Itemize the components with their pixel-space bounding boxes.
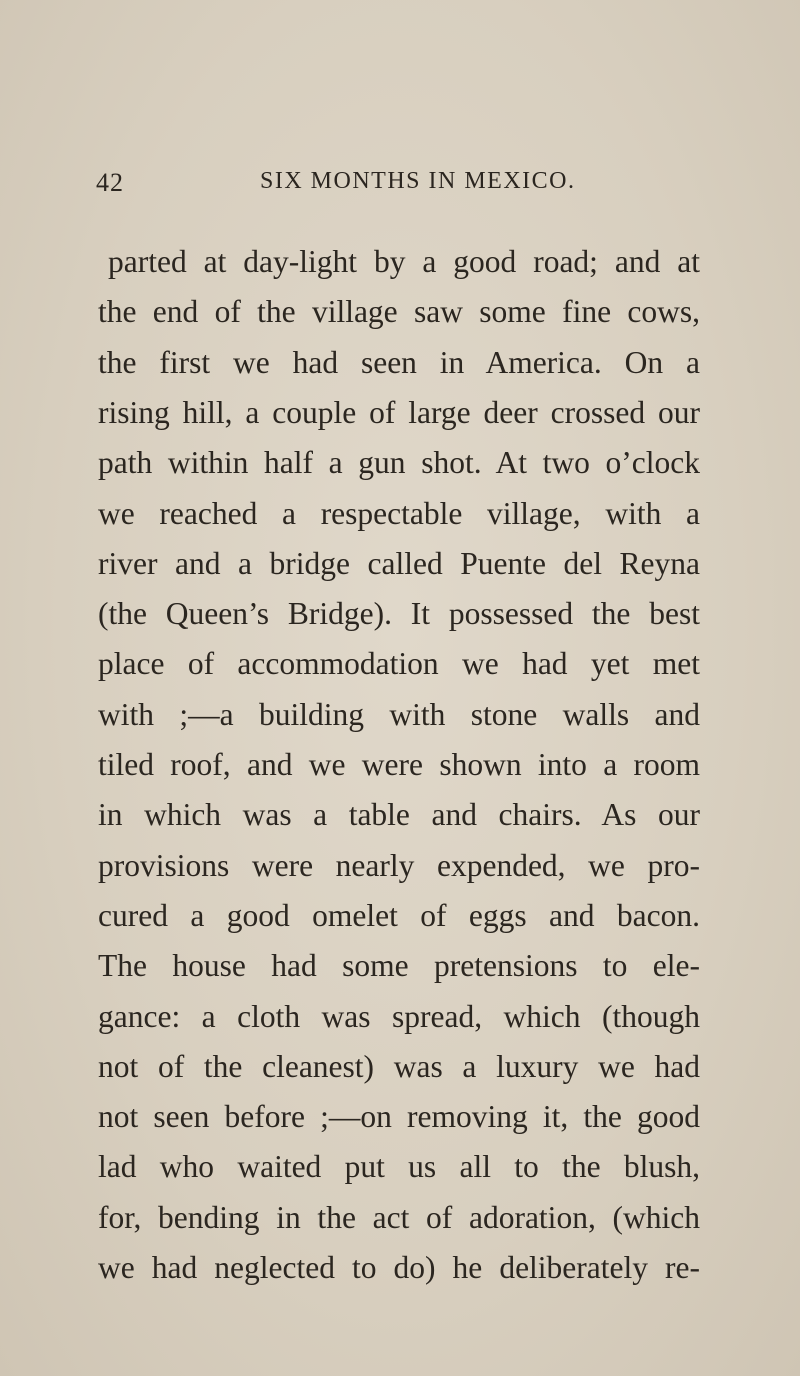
text-line: cured a good omelet of eggs and bacon. <box>98 897 700 933</box>
text-line: rising hill, a couple of large deer crossed our <box>98 394 700 430</box>
text-line: path within half a gun shot. At two o’clock <box>98 445 700 481</box>
text-line: not seen before ;—on removing it, the good <box>98 1099 700 1135</box>
text-line: (the Queen’s Bridge). It possessed the best <box>98 596 700 632</box>
text-line: the first we had seen in America. On a <box>98 344 700 380</box>
running-title: SIX MONTHS IN MEXICO. <box>260 168 576 194</box>
text-line: in which was a table and chairs. As our <box>98 797 700 833</box>
text-line: place of accommodation we had yet met <box>98 646 700 682</box>
text-line: tiled roof, and we were shown into a room <box>98 747 700 782</box>
text-line: river and a bridge called Puente del Reyna <box>98 545 700 581</box>
text-line: for, bending in the act of adoration, (which <box>98 1199 700 1235</box>
text-line: the end of the village saw some fine cows, <box>98 294 700 330</box>
text-line: with ;—a building with stone walls and <box>98 696 700 732</box>
text-line: gance: a cloth was spread, which (though <box>98 998 700 1034</box>
text-line: The house had some pretensions to ele- <box>98 948 700 984</box>
text-line: parted at day-light by a good road; and at <box>108 244 700 279</box>
text-line: not of the cleanest) was a luxury we had <box>98 1048 700 1084</box>
page-number: 42 <box>96 168 124 197</box>
running-head <box>0 168 800 208</box>
text-line: we had neglected to do) he deliberately re- <box>98 1250 700 1285</box>
text-line: we reached a respectable village, with a <box>98 495 700 531</box>
text-line: provisions were nearly expended, we pro- <box>98 847 700 883</box>
text-line: lad who waited put us all to the blush, <box>98 1149 700 1185</box>
